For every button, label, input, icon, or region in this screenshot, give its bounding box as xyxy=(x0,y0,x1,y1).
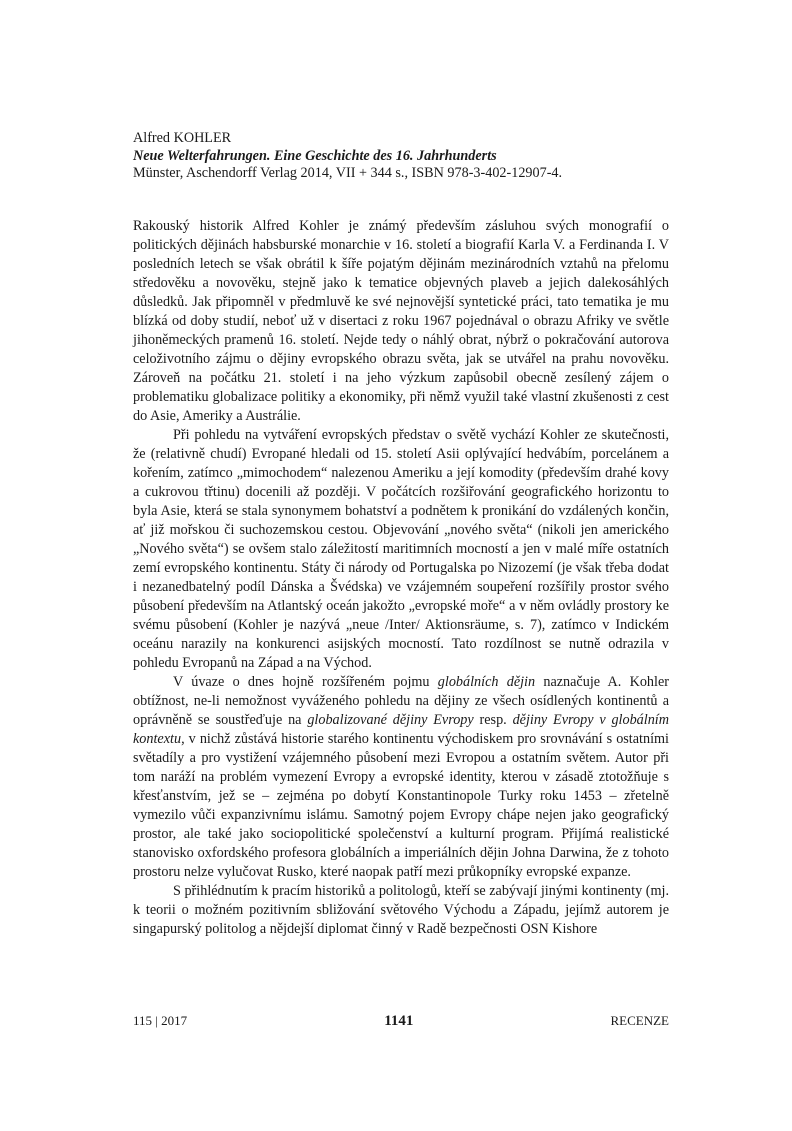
paragraph-3-emphasis: globalizované dějiny Evropy xyxy=(307,711,474,728)
paragraph-3 xyxy=(133,673,669,882)
paragraph-3-text: resp. xyxy=(473,711,513,728)
paragraph-4: S přihlédnutím k pracím historiků a politologů, kteří se zabývají jinými kontinenty (mj. k teorii o možném pozitivním sbližování světového Východu a Západu, jejímž autorem je singapurský politolog a nějdejší diplomat činný v Radě bezpečnosti OSN Kishore xyxy=(133,882,669,937)
paragraph-3-emphasis: dějiny Evropy v globálním kontextu xyxy=(133,711,669,747)
book-title: Neue Welterfahrungen. Eine Geschichte des 16. Jahrhunderts xyxy=(133,147,497,164)
page-footer xyxy=(133,1013,669,1030)
issue-label: 115 | 2017 xyxy=(133,1013,188,1028)
paragraph-3-text: naznačuje A. Kohler obtížnost, ne-li nemožnost vyváženého pohledu na dějiny ze všech osídlených kontinentů a oprávněně se soustřeďuje na xyxy=(133,673,669,728)
page-content xyxy=(133,130,669,939)
paragraph-3-text: V úvaze o dnes hojně rozšířeném pojmu xyxy=(173,673,438,690)
book-publication: Münster, Aschendorff Verlag 2014, VII + 344 s., ISBN 978-3-402-12907-4. xyxy=(133,165,563,181)
paragraph-2: Při pohledu na vytváření evropských představ o světě vychází Kohler ze skutečnosti, že (relativně chudí) Evropané hledali od 15. století Asii oplývající hedvábím, porcelánem a kořením, zatímco „mimochodem“ nalezenou Ameriku a její komodity (především drahé kovy a cukrovou třtinu) docenili až později. V počátcích rozšiřování geografického horizontu to byla Asie, která se stala synonymem bohatství a podnětem k pronikání do vzdálených končin, ať již mořskou či suchozemskou cestou. Objevování „nového světa“ (nikoli jen amerického „Nového světa“) se ovšem stalo záležitostí maritimních mocností a jen v malé míře ostatních zemí evropského kontinentu. Státy či národy od Portugalska po Nizozemí (je však třeba dodat i nezanedbatelný podíl Dánska a Švédska) ve vzájemném soupeření rozšířily prostor svého působení především na Atlantský oceán jakožto „evropské moře“ a v něm ovládly prostory ke svému působení (Kohler je nazývá „neue /Inter/ Aktionsräume, s. 7), zatímco v Indickém oceánu narazily na konkurenci asijských mocností. Tato rozdílnost se nutně odrazila v pohledu Evropanů na Západ a na Východ. xyxy=(133,426,669,671)
page-number: 1141 xyxy=(384,1013,414,1029)
paragraph-3-text: , v nichž zůstává historie starého kontinentu východiskem pro srovnávání s ostatními světadíly a pro vystižení vzájemného působení mezi Evropou a ostatním světem. Autor při tom naráží na problém vymezení Evropy a evropské identity, kterou v zásadě ztotožňuje s křesťanstvím, jež se – zejména po dobytí Konstantinopole Turky roku 1453 – zřetelně vymezilo vůči expanzivnímu islámu. Samotný pojem Evropy chápe nejen jako geografický prostor, ale také jako sociopolitické společenství a kulturní program. Přijímá realistické stanovisko oxfordského profesora globálních a imperiálních dějin Johna Darwina, že z tohoto prostoru nelze vylučovat Rusko, které naopak patří mezi průkopníky evropské expanze. xyxy=(133,730,669,880)
review-header xyxy=(133,130,669,183)
paragraph-1: Rakouský historik Alfred Kohler je známý především zásluhou svých monografií o politických dějinách habsburské monarchie v 16. století a biografií Karla V. a Ferdinanda I. V posledních letech se však obrátil k šíře pojatým dějinám mezinárodních vztahů na přelomu středověku a novověku, stejně jako k tematice objevných plaveb a jejich dalekosáhlých důsledků. Jak připomněl v předmluvě ke své nejnovější syntetické práci, tato tematika je mu blízká od doby studií, neboť už v disertaci z roku 1967 pojednával o obrazu Afriky ve světle jihoněmeckých pramenů 16. století. Nejde tedy o náhlý obrat, nýbrž o pokračování autorova celoživotního zájmu o dějiny evropského obrazu světa, jak se utvářel na prahu novověku. Zároveň na počátku 21. století i na jeho výzkum zapůsobil obecně zesílený zájem o problematiku globalizace politiky a ekonomiky, při němž využil také vlastní zkušenosti z cest do Asie, Ameriky a Austrálie. xyxy=(133,217,669,424)
review-body xyxy=(133,217,669,939)
book-author: Alfred KOHLER xyxy=(133,130,232,146)
paragraph-3-emphasis: globálních dějin xyxy=(437,673,536,690)
section-label: RECENZE xyxy=(610,1013,669,1028)
